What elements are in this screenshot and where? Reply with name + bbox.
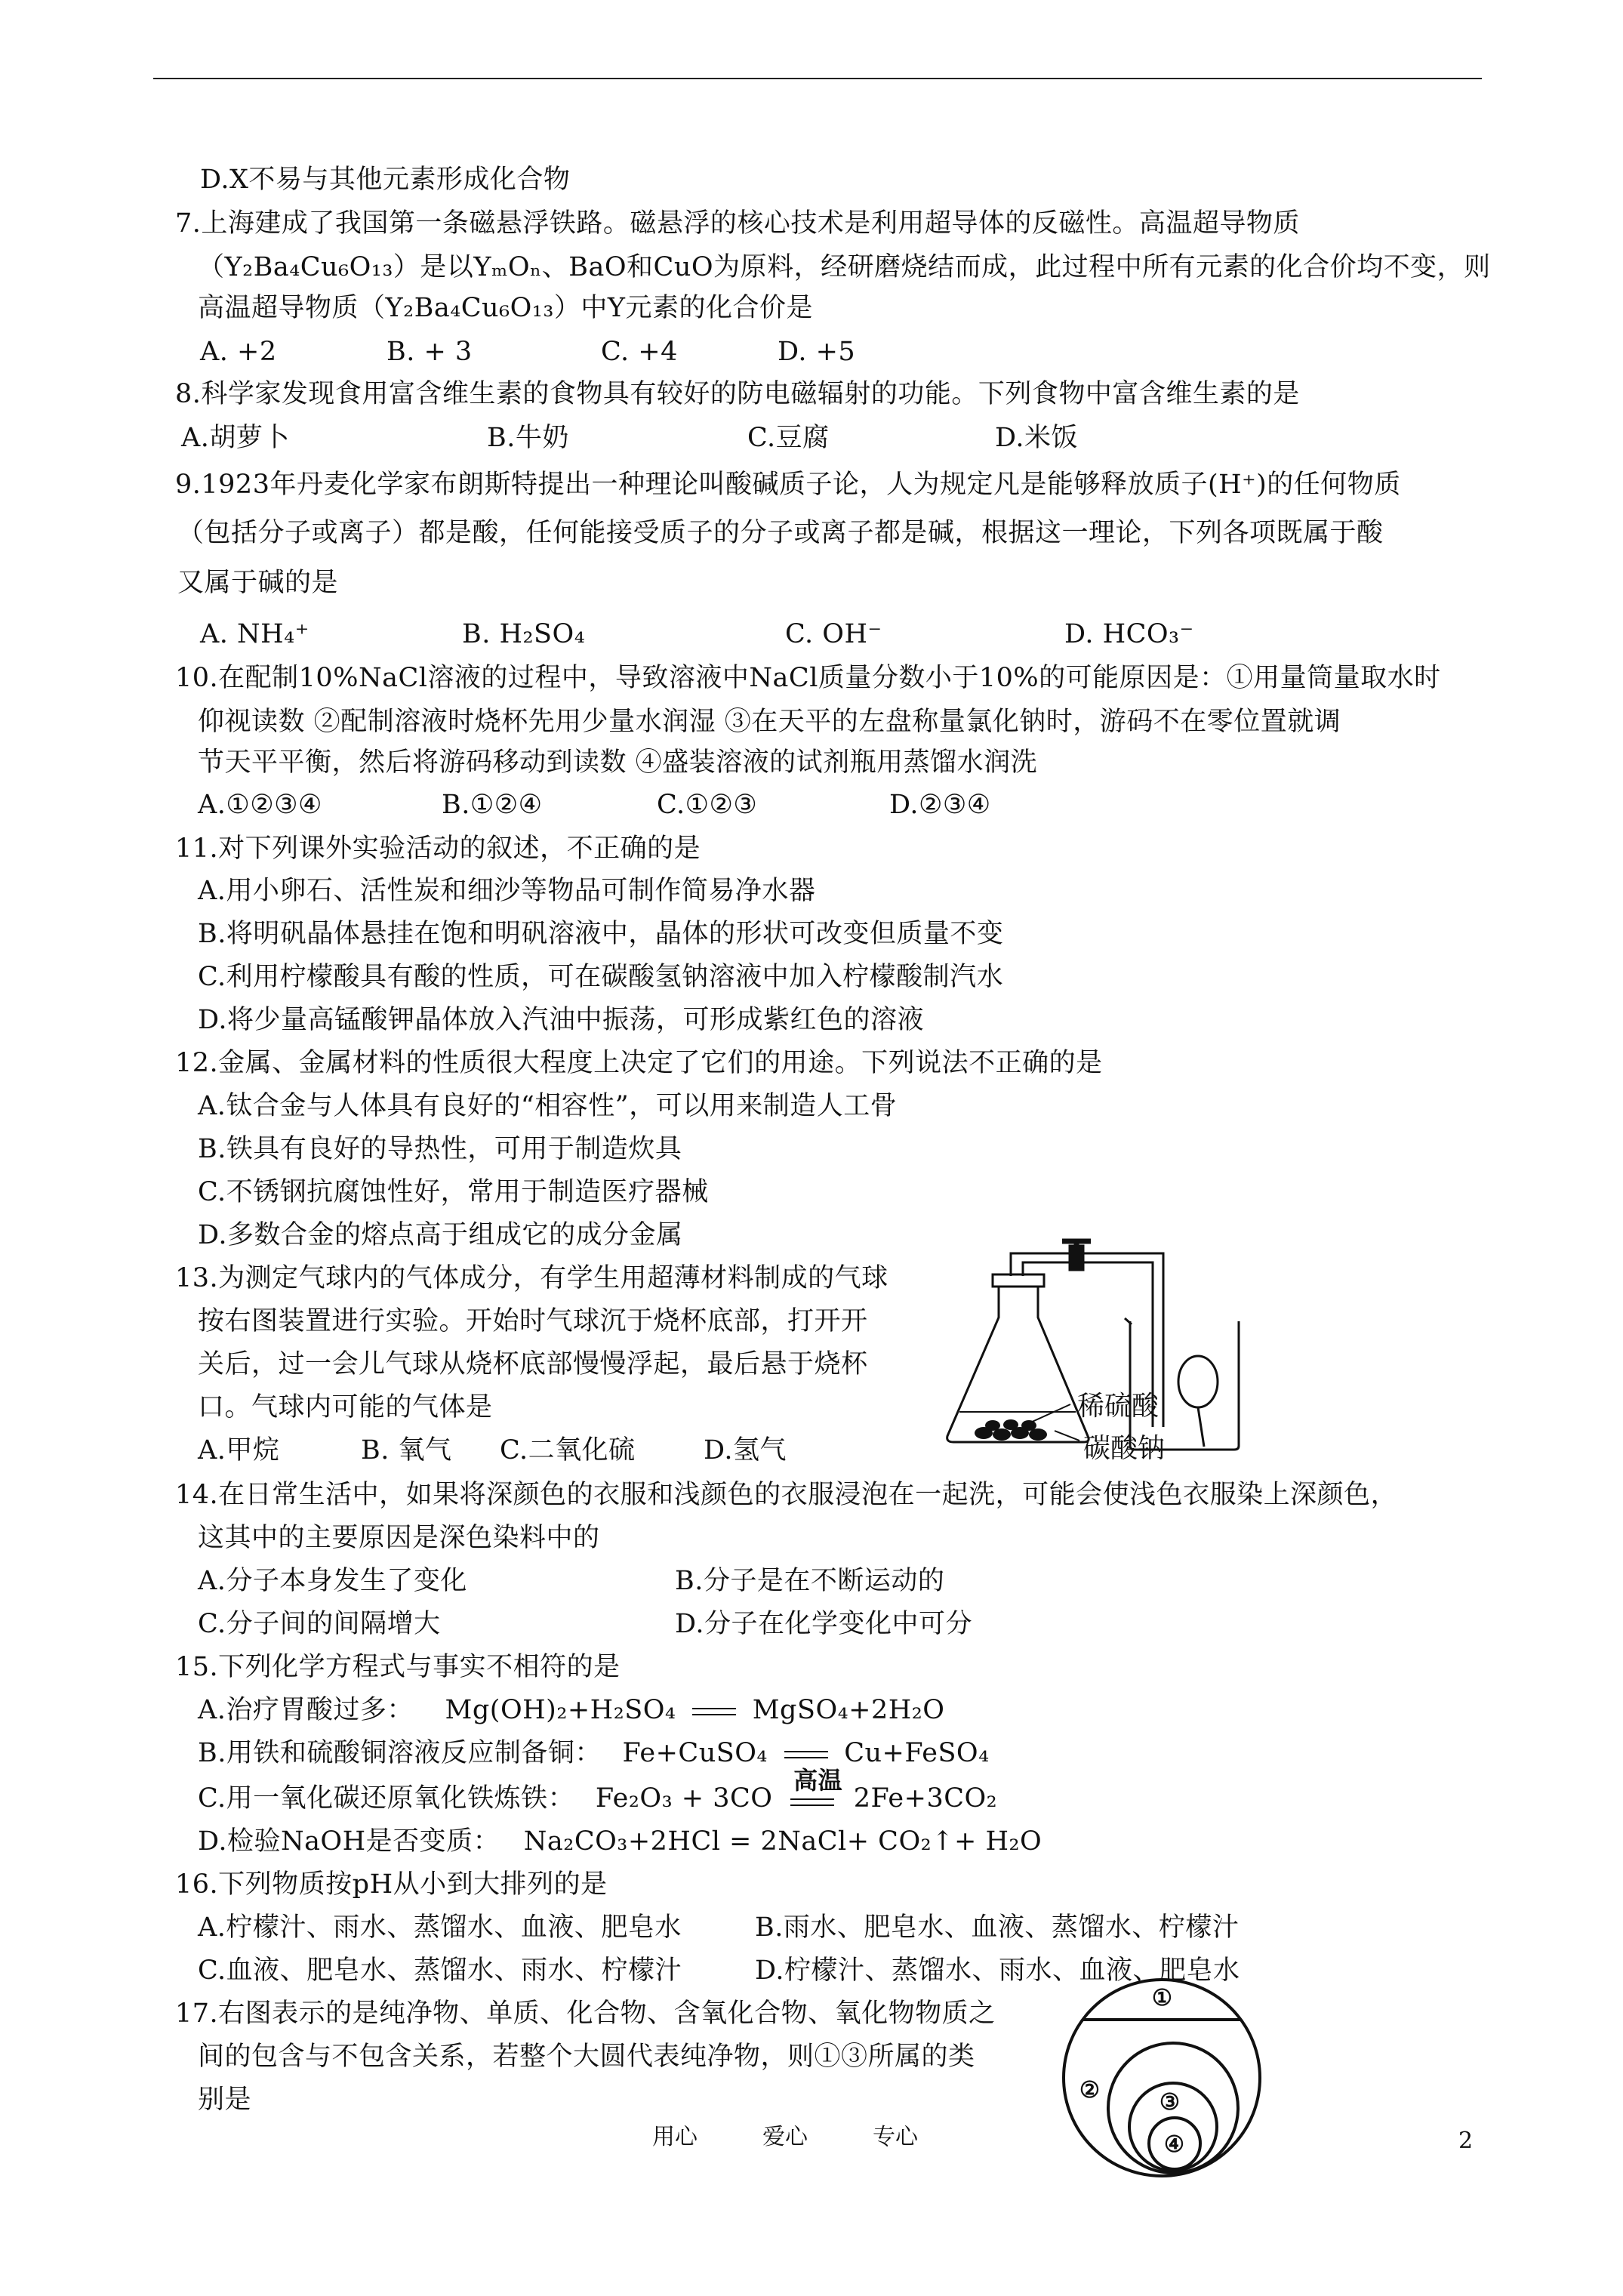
- q17-circle-diagram: [1060, 1976, 1264, 2180]
- q9-line1: 9.1923年丹麦化学家布朗斯特提出一种理论叫酸碱质子论，人为规定凡是能够释放质子(H⁺)的任何物质: [175, 470, 1401, 500]
- q7-line1: 7.上海建成了我国第一条磁悬浮铁路。磁悬浮的核心技术是利用超导体的反磁性。高温超导物质: [175, 208, 1300, 239]
- q7-line3: 高温超导物质（Y₂Ba₄Cu₆O₁₃）中Y元素的化合价是: [198, 293, 813, 323]
- circle-label-1: ①: [1152, 1985, 1172, 2011]
- q15-option-c: [198, 1765, 998, 1815]
- q12-stem: 12.金属、金属材料的性质很大程度上决定了它们的用途。下列说法不正确的是: [175, 1048, 1103, 1078]
- q12-option-d: D.多数合金的熔点高于组成它的成分金属: [198, 1220, 683, 1250]
- equals-sign-icon: [784, 1751, 828, 1758]
- q15-option-d: [198, 1826, 1042, 1857]
- q16-option-d: D.柠檬汁、蒸馏水、雨水、血液、肥皂水: [755, 1955, 1240, 1986]
- label-dilute-sulfuric-acid: 稀硫酸: [1077, 1391, 1160, 1422]
- q8-option-b: B.牛奶: [487, 423, 569, 453]
- q8-option-a: A.胡萝卜: [181, 423, 290, 453]
- q10-option-a: A.①②③④: [198, 790, 322, 820]
- equals-sign-icon: [692, 1708, 736, 1715]
- q11-option-c: C.利用柠檬酸具有酸的性质，可在碳酸氢钠溶液中加入柠檬酸制汽水: [198, 962, 1004, 992]
- q13-line1: 13.为测定气球内的气体成分，有学生用超薄材料制成的气球: [175, 1263, 888, 1293]
- equals-sign-icon: [790, 1798, 834, 1806]
- q15-option-a: [198, 1695, 945, 1725]
- q9-option-a: A. NH₄⁺: [200, 619, 310, 649]
- q13-line4: 口。气球内可能的气体是: [198, 1392, 493, 1422]
- q6-option-d: D.X不易与其他元素形成化合物: [200, 165, 571, 195]
- q15-stem: 15.下列化学方程式与事实不相符的是: [175, 1652, 621, 1682]
- q9-option-d: D. HCO₃⁻: [1064, 619, 1194, 649]
- q8-option-d: D.米饭: [995, 423, 1078, 453]
- q17-line2: 间的包含与不包含关系，若整个大圆代表纯净物，则①③所属的类: [198, 2042, 975, 2072]
- q10-option-b: B.①②④: [442, 790, 543, 820]
- footer-motto-2: 爱心: [762, 2124, 808, 2150]
- footer-motto-1: 用心: [652, 2124, 698, 2150]
- q17-line1: 17.右图表示的是纯净物、单质、化合物、含氧化合物、氧化物物质之: [175, 1999, 996, 2029]
- circle-label-4: ④: [1164, 2131, 1184, 2158]
- q8-option-c: C.豆腐: [747, 423, 830, 453]
- q8-stem: 8.科学家发现食用富含维生素的食物具有较好的防电磁辐射的功能。下列食物中富含维生素的是: [175, 379, 1300, 409]
- q13-option-c: C.二氧化硫: [500, 1435, 636, 1465]
- q12-option-b: B.铁具有良好的导热性，可用于制造炊具: [198, 1134, 682, 1164]
- q10-line1: 10.在配制10%NaCl溶液的过程中，导致溶液中NaCl质量分数小于10%的可能原因是：①用量筒量取水时: [175, 663, 1441, 693]
- q15-c-label: C.用一氧化碳还原氧化铁炼铁：: [198, 1783, 575, 1814]
- q7-option-b: B. + 3: [387, 337, 473, 367]
- q14-option-b: B.分子是在不断运动的: [675, 1566, 945, 1596]
- q15-c-right: 2Fe+3CO₂: [853, 1783, 998, 1814]
- q15-a-label: A.治疗胃酸过多：: [198, 1695, 414, 1725]
- q15-a-left: Mg(OH)₂+H₂SO₄: [445, 1695, 676, 1725]
- q15-b-label: B.用铁和硫酸铜溶液反应制备铜：: [198, 1738, 602, 1768]
- q12-option-a: A.钛合金与人体具有良好的“相容性”，可以用来制造人工骨: [198, 1091, 898, 1121]
- q15-d-equation: Na₂CO₃+2HCl = 2NaCl+ CO₂↑+ H₂O: [523, 1826, 1042, 1857]
- q11-option-d: D.将少量高锰酸钾晶体放入汽油中振荡，可形成紫红色的溶液: [198, 1005, 924, 1035]
- q15-d-label: D.检验NaOH是否变质：: [198, 1826, 500, 1857]
- q10-option-c: C.①②③: [657, 790, 758, 820]
- q15-option-b: [198, 1738, 990, 1768]
- q16-option-b: B.雨水、肥皂水、血液、蒸馏水、柠檬汁: [755, 1912, 1240, 1943]
- q14-option-c: C.分子间的间隔增大: [198, 1609, 441, 1639]
- q17-line3: 别是: [198, 2085, 252, 2115]
- q13-line2: 按右图装置进行实验。开始时气球沉于烧杯底部，打开开: [198, 1306, 868, 1336]
- q10-option-d: D.②③④: [889, 790, 991, 820]
- q14-option-d: D.分子在化学变化中可分: [675, 1609, 972, 1639]
- q15-b-right: Cu+FeSO₄: [844, 1738, 990, 1768]
- q7-option-d: D. +5: [778, 337, 856, 367]
- page-number: 2: [1458, 2128, 1474, 2154]
- q13-option-a: A.甲烷: [198, 1435, 280, 1465]
- q13-option-d: D.氢气: [704, 1435, 787, 1465]
- q14-option-a: A.分子本身发生了变化: [198, 1566, 467, 1596]
- q11-stem: 11.对下列课外实验活动的叙述，不正确的是: [175, 834, 701, 864]
- q16-option-c: C.血液、肥皂水、蒸馏水、雨水、柠檬汁: [198, 1955, 682, 1986]
- q12-option-c: C.不锈钢抗腐蚀性好，常用于制造医疗器械: [198, 1177, 709, 1207]
- q9-option-b: B. H₂SO₄: [462, 619, 586, 649]
- q13-option-b: B. 氧气: [361, 1435, 452, 1465]
- q11-option-b: B.将明矾晶体悬挂在饱和明矾溶液中，晶体的形状可改变但质量不变: [198, 919, 1004, 949]
- q14-line1: 14.在日常生活中，如果将深颜色的衣服和浅颜色的衣服浸泡在一起洗，可能会使浅色衣服染上深颜色，: [175, 1480, 1398, 1510]
- q10-line3: 节天平平衡，然后将游码移动到读数 ④盛装溶液的试剂瓶用蒸馏水润洗: [198, 747, 1038, 778]
- q14-line2: 这其中的主要原因是深色染料中的: [198, 1523, 600, 1553]
- reaction-condition-arrow: [790, 1765, 843, 1815]
- q15-b-left: Fe+CuSO₄: [622, 1738, 768, 1768]
- circle-label-3: ③: [1160, 2089, 1180, 2116]
- q9-line2: （包括分子或离子）都是酸，任何能接受质子的分子或离子都是碱，根据这一理论，下列各项既属于酸: [177, 518, 1384, 548]
- q10-line2: 仰视读数 ②配制溶液时烧杯先用少量水润湿 ③在天平的左盘称量氯化钠时，游码不在零位置就调: [198, 707, 1341, 737]
- label-sodium-carbonate: 碳酸钠: [1083, 1433, 1166, 1464]
- q16-stem: 16.下列物质按pH从小到大排列的是: [175, 1869, 608, 1900]
- q15-c-condition: 高温: [793, 1765, 843, 1795]
- q7-option-c: C. +4: [601, 337, 678, 367]
- footer-motto-3: 专心: [873, 2124, 918, 2150]
- q15-a-right: MgSO₄+2H₂O: [752, 1695, 945, 1725]
- q15-c-left: Fe₂O₃ + 3CO: [595, 1783, 773, 1814]
- q13-line3: 关后，过一会儿气球从烧杯底部慢慢浮起，最后悬于烧杯: [198, 1349, 868, 1379]
- q11-option-a: A.用小卵石、活性炭和细沙等物品可制作简易净水器: [198, 876, 816, 906]
- q9-option-c: C. OH⁻: [785, 619, 882, 649]
- header-rule: [153, 78, 1482, 79]
- q13-apparatus-figure: [932, 1238, 1264, 1465]
- q7-line2: （Y₂Ba₄Cu₆O₁₃）是以YₘOₙ、BaO和CuO为原料，经研磨烧结而成，此过程中所有元素的化合价均不变，则: [198, 252, 1491, 282]
- q9-line3: 又属于碱的是: [177, 568, 339, 598]
- q16-option-a: A.柠檬汁、雨水、蒸馏水、血液、肥皂水: [198, 1912, 682, 1943]
- q7-option-a: A. +2: [200, 337, 277, 367]
- circle-label-2: ②: [1079, 2077, 1100, 2103]
